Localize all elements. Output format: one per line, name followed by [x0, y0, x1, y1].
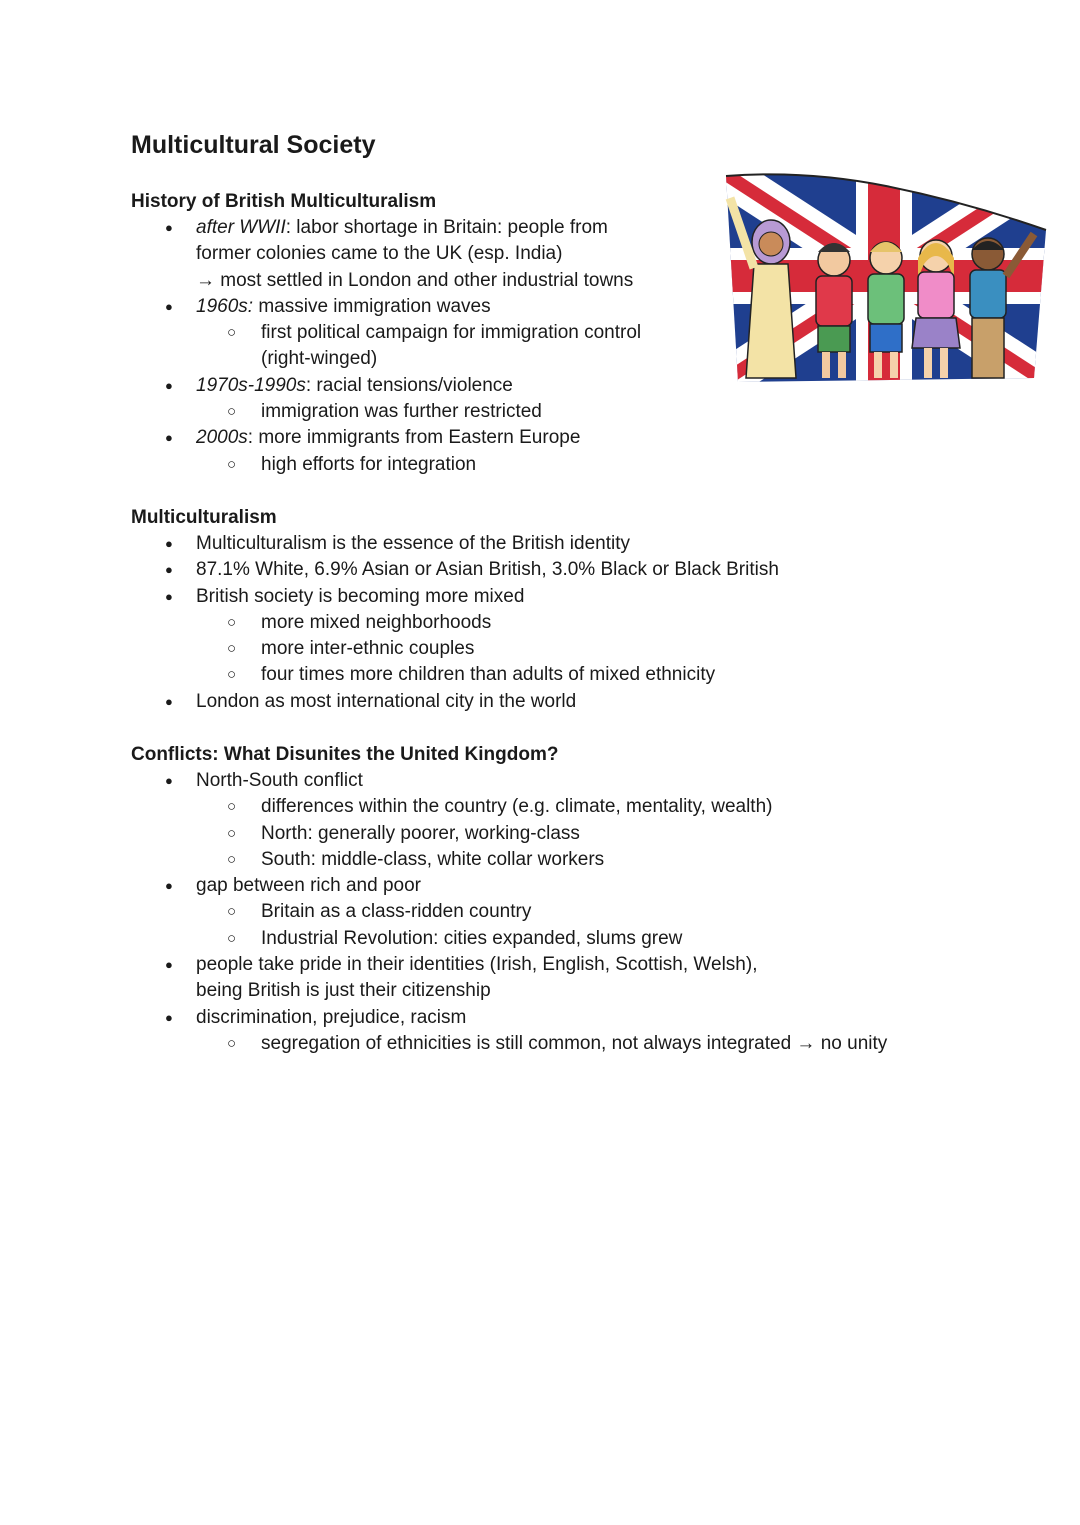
list-item: ● 87.1% White, 6.9% Asian or Asian British, 3.0% Black or Black British — [131, 557, 991, 583]
list-item: ● 1970s-1990s: racial tensions/violence ○ immigration was further restricted — [131, 373, 991, 426]
history-section — [131, 189, 991, 478]
multiculturalism-list — [131, 531, 991, 715]
conflicts-list — [131, 768, 991, 1057]
sub-list-item: ○ more inter-ethnic couples — [131, 636, 991, 662]
list-item: ● 2000s: more immigrants from Eastern Europe ○ high efforts for integration — [131, 425, 991, 478]
list-item: ● Multiculturalism is the essence of the British identity — [131, 531, 991, 557]
conflicts-heading: Conflicts: What Disunites the United Kingdom? — [131, 744, 559, 765]
list-item: ● British society is becoming more mixed ○ more mixed neighborhoods ○ more inter-ethnic couples ○ four times more children than adults of mixed ethnicity — [131, 584, 991, 689]
sub-list-item: ○ differences within the country (e.g. climate, mentality, wealth) — [131, 794, 991, 820]
conflicts-section — [131, 742, 991, 1057]
sub-list-item: ○ segregation of ethnicities is still common, not always integrated → no unity — [131, 1031, 991, 1057]
sub-list-item: ○ four times more children than adults of mixed ethnicity — [131, 662, 991, 688]
history-list — [131, 215, 991, 478]
sub-list-item: ○ North: generally poorer, working-class — [131, 821, 991, 847]
sub-list-item: ○ high efforts for integration — [131, 452, 991, 478]
sub-list-item: ○ immigration was further restricted — [131, 399, 991, 425]
sub-list-item: ○ South: middle-class, white collar workers — [131, 847, 991, 873]
list-item: ● gap between rich and poor ○ Britain as a class-ridden country ○ Industrial Revolution: cities expanded, slums grew — [131, 873, 991, 952]
page-title: Multicultural Society — [131, 131, 376, 159]
list-item: ● London as most international city in the world — [131, 689, 991, 715]
multiculturalism-section — [131, 505, 991, 715]
sub-list-item: ○ more mixed neighborhoods — [131, 610, 991, 636]
list-item: ● discrimination, prejudice, racism ○ segregation of ethnicities is still common, not always integrated → no unity — [131, 1005, 991, 1058]
sub-list-item: ○ Britain as a class-ridden country — [131, 899, 991, 925]
list-item: ● people take pride in their identities (Irish, English, Scottish, Welsh), being British is just their citizenship — [131, 952, 991, 1005]
sub-list-item: ○ Industrial Revolution: cities expanded, slums grew — [131, 926, 991, 952]
list-item: ● after WWII: labor shortage in Britain: people from former colonies came to the UK (esp. India) → most settled in London and other industrial towns — [131, 215, 991, 294]
list-item: ● 1960s: massive immigration waves ○ first political campaign for immigration control (right-winged) — [131, 294, 991, 373]
list-item: ● North-South conflict ○ differences within the country (e.g. climate, mentality, wealth) ○ North: generally poorer, working-class ○ South: middle-class, white collar workers — [131, 768, 991, 873]
sub-list-item: ○ first political campaign for immigration control (right-winged) — [131, 320, 991, 373]
history-heading: History of British Multiculturalism — [131, 191, 437, 212]
multiculturalism-heading: Multiculturalism — [131, 507, 277, 528]
